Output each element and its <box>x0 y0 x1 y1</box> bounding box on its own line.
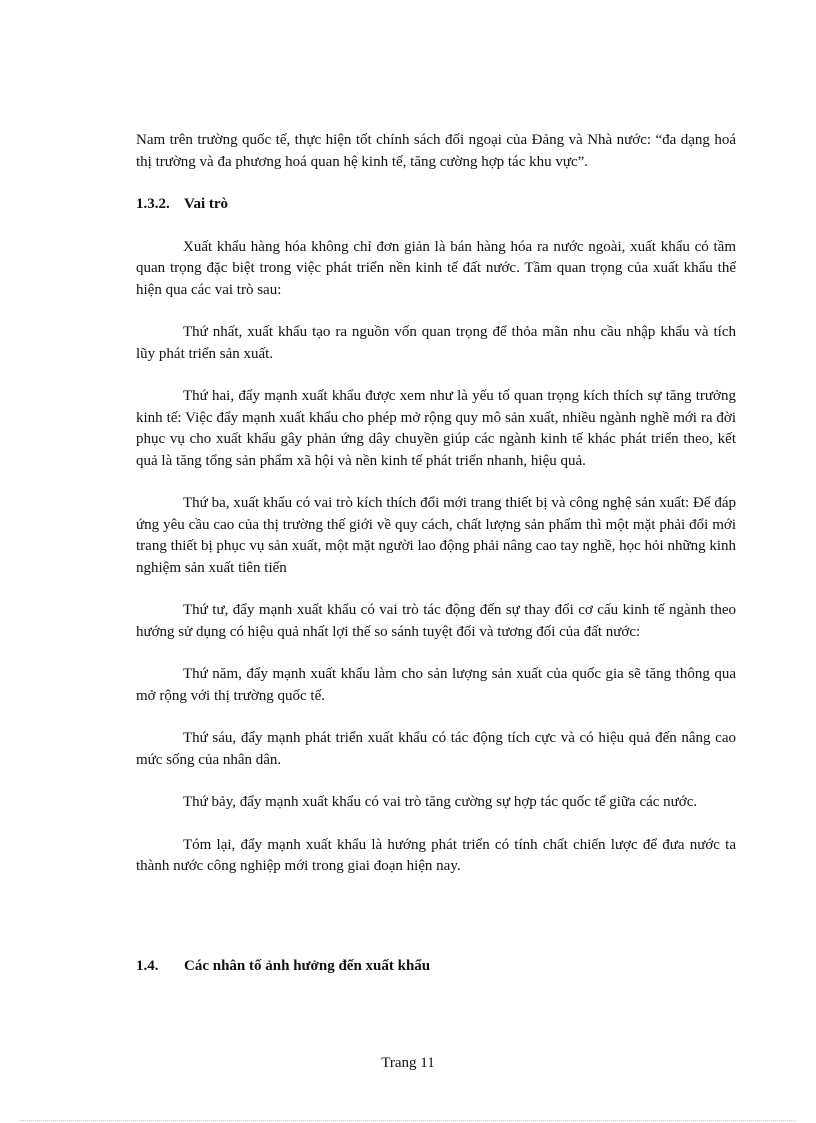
page-number: Trang 11 <box>381 1055 435 1071</box>
section-number: 1.3.2. <box>136 196 170 212</box>
section-title: Các nhân tố ảnh hưởng đến xuất khẩu <box>184 958 431 974</box>
body-paragraph: Thứ tư, đẩy mạnh xuất khẩu có vai trò tác động đến sự thay đổi cơ cấu kinh tế ngành theo hướng sử dụng có hiệu quả nhất lợi thế so sánh tuyệt đối và tương đối của đất nước: <box>136 602 736 640</box>
body-paragraph: Thứ hai, đẩy mạnh xuất khẩu được xem như là yếu tố quan trọng kích thích sự tăng trưởng kinh tế: Việc đẩy mạnh xuất khẩu cho phép mở rộng quy mô sản xuất, nhiều ngành nghề mới ra đời phục vụ cho xuất khẩu gây phản ứng dây chuyền giúp các ngành kinh tế khác phát triển theo, kết quả là tăng tổng sản phẩm xã hội và nền kinh tế phát triển nhanh, hiệu quả. <box>136 388 736 469</box>
section-number: 1.4. <box>136 958 159 974</box>
intro-paragraph: Nam trên trường quốc tế, thực hiện tốt chính sách đối ngoại của Đảng và Nhà nước: “đa dạng hoá thị trường và đa phương hoá quan hệ kinh tế, tăng cường hợp tác khu vực”. <box>136 132 736 170</box>
page-bottom-divider <box>20 1120 796 1121</box>
page-footer <box>0 1055 816 1072</box>
body-paragraph: Thứ bảy, đẩy mạnh xuất khẩu có vai trò tăng cường sự hợp tác quốc tế giữa các nước. <box>183 794 698 810</box>
body-paragraph: Tóm lại, đẩy mạnh xuất khẩu là hướng phát triển có tính chất chiến lược để đưa nước ta thành nước công nghiệp mới trong giai đoạn hiện nay. <box>136 836 736 874</box>
section-heading-1-4 <box>136 956 430 977</box>
section-heading-1-3-2 <box>136 194 736 216</box>
body-paragraph: Thứ năm, đẩy mạnh xuất khẩu làm cho sản lượng sản xuất của quốc gia sẽ tăng thông qua mở rộng với thị trường quốc tế. <box>136 666 736 704</box>
body-paragraph: Xuất khẩu hàng hóa không chỉ đơn giản là bán hàng hóa ra nước ngoài, xuất khẩu có tầm quan trọng đặc biệt trong việc phát triển nền kinh tế đất nước. Tầm quan trọng của xuất khẩu thể hiện qua các vai trò sau: <box>136 238 736 298</box>
body-paragraph: Thứ nhất, xuất khẩu tạo ra nguồn vốn quan trọng để thỏa mãn nhu cầu nhập khẩu và tích lũy phát triển sản xuất. <box>136 324 736 362</box>
body-paragraph: Thứ ba, xuất khẩu có vai trò kích thích đổi mới trang thiết bị và công nghệ sản xuất: Để đáp ứng yêu cầu cao của thị trường thế giới về quy cách, chất lượng sản phẩm thì một mặt phải đổi mới trang thiết bị phục vụ sản xuất, một mặt người lao động phải nâng cao tay nghề, học hỏi những kinh nghiệm sản xuất tiên tiến <box>136 495 736 576</box>
body-paragraph: Thứ sáu, đẩy mạnh phát triển xuất khẩu có tác động tích cực và có hiệu quả đến nâng cao mức sống của nhân dân. <box>136 730 736 768</box>
page-body <box>136 130 736 899</box>
section-title: Vai trò <box>184 196 229 212</box>
